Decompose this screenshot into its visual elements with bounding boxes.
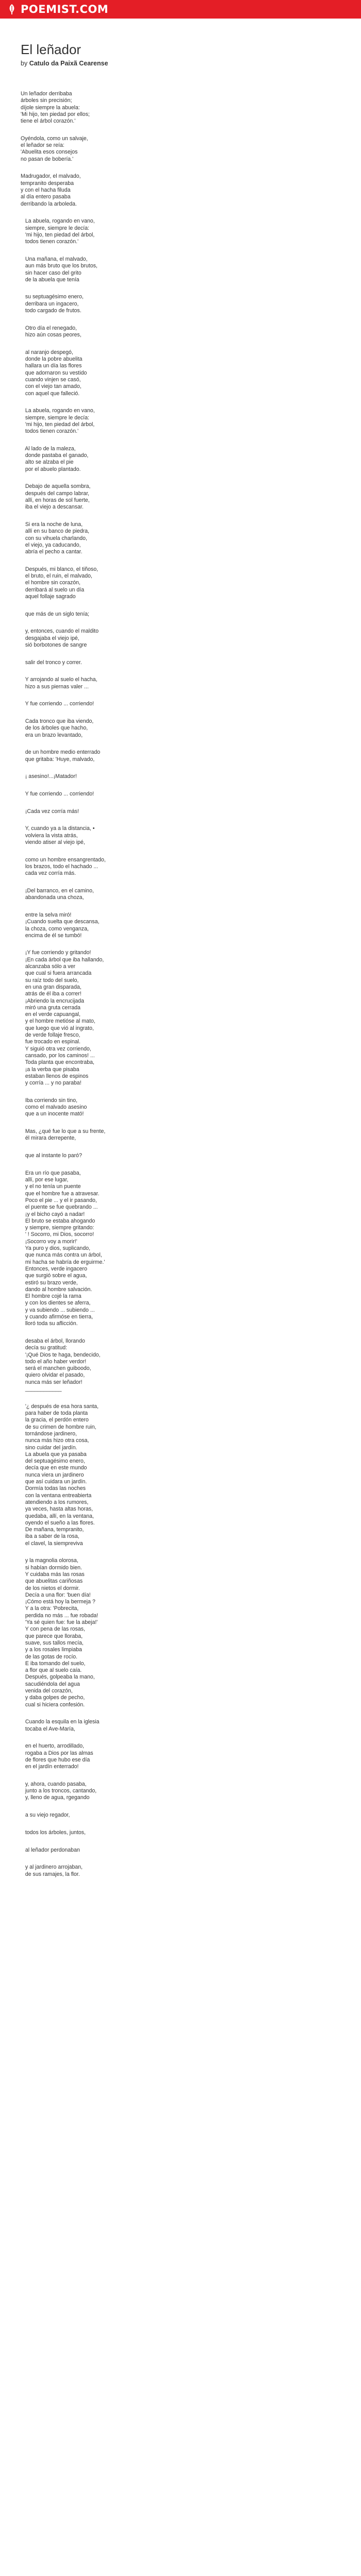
poem-line: todo el año haber verdor! bbox=[21, 1358, 87, 1365]
poem-stanza bbox=[21, 349, 340, 397]
poem-line: salir del tronco y correr. bbox=[21, 659, 82, 666]
poem-line: alto se alzaba el pie bbox=[21, 459, 74, 466]
poem-line: ' ! Socorro, mi Dios, socorro! bbox=[21, 1231, 94, 1238]
poem-stanza bbox=[21, 1781, 340, 1802]
poem-line: y la magnolia olorosa, bbox=[21, 1557, 78, 1564]
poem-line: con aquel que falleció. bbox=[21, 390, 80, 397]
poem-line: para haber de toda planta bbox=[21, 1410, 88, 1417]
poem-line: del septuagésimo enero, bbox=[21, 1458, 85, 1465]
poem-stanza bbox=[21, 825, 340, 846]
poem-line: quiero olvidar el pasado, bbox=[21, 1372, 85, 1379]
poem-line: todos tienen corazón.' bbox=[21, 239, 79, 245]
poem-line: E iba tomando del suelo, bbox=[21, 1660, 86, 1667]
poem-line: ¡En cada árbol que iba hallando, bbox=[21, 956, 104, 963]
poem-line: y, entonces, cuando el maldito bbox=[21, 628, 99, 635]
poem-stanza bbox=[21, 676, 340, 690]
poem-line: y el no tenía un puente bbox=[21, 1183, 81, 1190]
poem-line: Decía a una flor: 'buen día! bbox=[21, 1591, 91, 1598]
poem-stanza bbox=[21, 1847, 340, 1854]
poem-line: junto a los troncos, cantando, bbox=[21, 1788, 97, 1794]
poem-line: tiene el árbol corazón.' bbox=[21, 118, 76, 125]
poem-line: de un hombre medio enterrado bbox=[21, 749, 101, 756]
poem-line: abandonada una choza, bbox=[21, 894, 84, 901]
poem-line: sino cuidar del jardín. bbox=[21, 1444, 77, 1451]
poem-line: al leñador perdonaban bbox=[21, 1846, 80, 1853]
poem-line: ¡Cada vez corría más! bbox=[21, 808, 79, 815]
poem-line: Iba corriendo sin tino, bbox=[21, 1097, 78, 1104]
quill-pen-icon bbox=[7, 4, 17, 15]
poem-line: de los árboles que hacho, bbox=[21, 725, 88, 732]
poem-stanza bbox=[21, 912, 340, 939]
poem-line: dando al hombre salvación. bbox=[21, 1286, 92, 1293]
poem-line: y siempre, siempre gritando: bbox=[21, 1225, 94, 1231]
poem-line: cuando vinjen se casó, bbox=[21, 376, 81, 383]
poem-line: 'mi hijo, ten piedad del árbol, bbox=[21, 421, 95, 428]
poem-line: Era un río que pasaba, bbox=[21, 1170, 81, 1176]
poem-stanza bbox=[21, 483, 340, 511]
poem-line: ¡a la verba que pisaba bbox=[21, 1066, 79, 1073]
poem-stanza bbox=[21, 791, 340, 798]
poem-line: cada vez corría más. bbox=[21, 870, 76, 877]
poem-line: hizo a sus piernas valer ... bbox=[21, 683, 89, 690]
poem-line: a su viejo regador, bbox=[21, 1812, 70, 1819]
poem-line: como el malvado asesino bbox=[21, 1104, 87, 1111]
poem-stanza bbox=[21, 173, 340, 207]
poem-line: lloró toda su aflicción. bbox=[21, 1320, 78, 1327]
poem-line: Y fue corriendo ... corriendo! bbox=[21, 701, 94, 707]
poem-line: allí, en horas de sol fuerte, bbox=[21, 497, 90, 503]
poem-stanza bbox=[21, 1864, 340, 1878]
author-name[interactable]: Catulo da Paixã Cearense bbox=[29, 60, 108, 67]
poem-line: que nunca más contra un árbol, bbox=[21, 1252, 102, 1259]
poem-line: volviera la vista atrás, bbox=[21, 832, 78, 839]
poem-line: 'mi hijo, ten piedad del árbol, bbox=[21, 231, 95, 238]
poem-line: suave, sus tallos mecía, bbox=[21, 1639, 84, 1646]
poem-line: Y, cuando ya a la distancia, • bbox=[21, 825, 95, 832]
byline bbox=[21, 59, 340, 68]
poem-line: Poco el pie ... y el ir pasando, bbox=[21, 1197, 97, 1204]
poem-line: rogaba a Dios por las almas bbox=[21, 1750, 93, 1756]
poem-line: si habían dormido bien. bbox=[21, 1564, 82, 1571]
poem-stanza bbox=[21, 888, 340, 902]
poem-line: que adornaron su vestido bbox=[21, 369, 87, 376]
poem-line: nunca más ser leñador! bbox=[21, 1379, 83, 1385]
poem-line: El hombre cojé la rama bbox=[21, 1293, 81, 1300]
poem-stanza bbox=[21, 659, 340, 666]
poem-line: ____________ bbox=[21, 1386, 62, 1393]
poem-line: Si era la noche de luna, bbox=[21, 521, 83, 528]
poem-line: ¡Cuando suelta que descansa, bbox=[21, 919, 100, 925]
poem-stanza bbox=[21, 808, 340, 815]
poem-stanza bbox=[21, 628, 340, 649]
poem-line: nunca más hizo otra cosa, bbox=[21, 1437, 89, 1444]
site-logo[interactable] bbox=[7, 3, 108, 15]
poem-line: quedaba, allí, en la ventana, bbox=[21, 1513, 94, 1519]
poem-line: donde la pobre abuelita bbox=[21, 356, 83, 363]
poem-line: Oyéndola, como un salvaje, bbox=[21, 135, 88, 142]
poem-stanza bbox=[21, 91, 340, 125]
poem-line: decía su gratitud: bbox=[21, 1345, 68, 1351]
poem-line: Y siguió otra vez corriendo, bbox=[21, 1045, 91, 1052]
poem-line: y corría ... y no paraba! bbox=[21, 1080, 81, 1087]
poem-line: de las gotas de rocío. bbox=[21, 1653, 78, 1660]
poem-line: Después, mi blanco, el tiñoso, bbox=[21, 566, 99, 572]
poem-line: derribando la arboleda. bbox=[21, 200, 77, 207]
poem-line: abría el pecho a cantar. bbox=[21, 549, 83, 555]
poem-line: iba el viejo a descansar. bbox=[21, 504, 84, 511]
poem-stanza bbox=[21, 857, 340, 877]
poem-line: Entonces, verde ingacero bbox=[21, 1265, 87, 1272]
poem-line: '¿ después de esa hora santa, bbox=[21, 1403, 99, 1410]
poem-line: era un brazo levantado, bbox=[21, 732, 83, 738]
poem-line: el clavel, la siempreviva bbox=[21, 1540, 83, 1547]
poem-line: alcanzaba sólo a ver bbox=[21, 963, 75, 970]
poem-line: ¡Del barranco, en el camino, bbox=[21, 887, 94, 894]
poem-line: su septuagésimo enero, bbox=[21, 294, 84, 300]
poem-line: Debajo de aquella sombra, bbox=[21, 483, 91, 490]
poem-line: derribará al suelo un día bbox=[21, 586, 85, 593]
poem-stanza bbox=[21, 773, 340, 780]
poem-line: él mirara derrepente, bbox=[21, 1135, 76, 1142]
poem-line: La abuela, rogando en vano, bbox=[21, 408, 95, 414]
poem-line: Madrugador, el malvado, bbox=[21, 173, 81, 180]
poem-line: el viejo, ya caducando, bbox=[21, 541, 81, 548]
poem-line: que parece que lloraba, bbox=[21, 1633, 83, 1639]
poem-line: desgajaba el viejo ipé, bbox=[21, 635, 79, 641]
poem-line: y daba golpes de pecho, bbox=[21, 1694, 85, 1701]
poem-title: El leñador bbox=[21, 42, 81, 57]
poem-line: Y con pena de las rosas, bbox=[21, 1626, 86, 1633]
poem-line: 'Mi hijo, ten piedad por ellos; bbox=[21, 111, 90, 117]
poem-line: desaba el árbol, llorando bbox=[21, 1337, 85, 1344]
poem-line: Después, golpeaba la mano, bbox=[21, 1674, 95, 1681]
poem-line: que a un inocente mató! bbox=[21, 1111, 84, 1117]
poem-line: que surgió sobre el agua, bbox=[21, 1273, 87, 1279]
poem-line: ya veces, hasta altas horas, bbox=[21, 1506, 93, 1513]
poem-line: Y fue corriendo ... corriendo! bbox=[21, 790, 94, 797]
poem-stanza bbox=[21, 701, 340, 707]
poem-line: miró una gruta cerrada bbox=[21, 1004, 80, 1011]
poem-line: cansado, por los caminos! ... bbox=[21, 1052, 95, 1059]
poem-line: sin hacer caso del grito bbox=[21, 269, 81, 276]
poem-line: todos los árboles, juntos, bbox=[21, 1829, 86, 1836]
poem-line: que el hombre fue a atravesar. bbox=[21, 1190, 100, 1197]
poem-line: Un leñador derribaba bbox=[21, 91, 72, 97]
poem-line: siempre, siempre le decía: bbox=[21, 414, 90, 421]
poem-line: encima de él se tumbó! bbox=[21, 932, 82, 939]
poem-stanza bbox=[21, 749, 340, 763]
poem-line: Y a la otra: 'Pobrecita, bbox=[21, 1605, 79, 1612]
poem-line: viendo atiser al viejo ipé, bbox=[21, 839, 85, 845]
poem-line: a flor que al suelo caía. bbox=[21, 1667, 82, 1674]
poem-line: aun más bruto que los brutos, bbox=[21, 263, 97, 269]
poem-line: de verde follaje fresco, bbox=[21, 1032, 80, 1039]
poem-stanza bbox=[21, 950, 340, 1087]
poem-stanza bbox=[21, 1719, 340, 1733]
poem-stanza bbox=[21, 718, 340, 739]
poem-line: oyendo el sueño a las flores. bbox=[21, 1519, 95, 1526]
poem-line: los brazos, todo el hachado ... bbox=[21, 863, 99, 870]
site-logo-text: POEMIST.COM bbox=[21, 3, 109, 15]
poem-line: Una mañana, el malvado, bbox=[21, 256, 88, 262]
poem-line: su raíz todo del suelo, bbox=[21, 977, 79, 984]
poem-line: después del campo labrar, bbox=[21, 490, 90, 497]
poem-line: y, ahora, cuando pasaba, bbox=[21, 1781, 87, 1787]
poem-line: Ya puro y dios, suplicando, bbox=[21, 1245, 91, 1252]
poem-stanza bbox=[21, 256, 340, 283]
poem-line: con la ventana entreabierta bbox=[21, 1492, 92, 1499]
poem-line: siempre, siempre le decía: bbox=[21, 225, 90, 231]
poem-line: con el viejo tan amado, bbox=[21, 383, 81, 390]
poem-line: de los nietos el dormir. bbox=[21, 1585, 80, 1591]
poem-line: en una gran disparada, bbox=[21, 984, 81, 990]
poem-line: atrás de él iba a correr! bbox=[21, 991, 81, 997]
poem-line: Otro día el renegado, bbox=[21, 325, 77, 331]
poem-line: Y arrojando al suelo el hacha, bbox=[21, 676, 97, 683]
poem-line: estiró su brazo verde, bbox=[21, 1279, 78, 1286]
poem-line: Mas, ¿qué fue lo que a su frente, bbox=[21, 1128, 106, 1135]
poem-stanza bbox=[21, 408, 340, 435]
poem-line: Cuando la esquila en la iglesia bbox=[21, 1719, 100, 1725]
poem-line: que gritaba: 'Huye, malvado, bbox=[21, 756, 95, 762]
poem-body bbox=[21, 91, 340, 1878]
poem-line: la gracia, el perdón entero bbox=[21, 1417, 89, 1423]
poem-line: que al instante lo paró? bbox=[21, 1153, 82, 1159]
poem-line: al naranjo despegó, bbox=[21, 349, 73, 355]
poem-line: en el huerto, arrodillado, bbox=[21, 1743, 85, 1750]
poem-line: y a los rosales limpiaba bbox=[21, 1647, 82, 1653]
poem-line: que abuelitas cariñosas bbox=[21, 1578, 83, 1585]
poem-line: La abuela, rogando en vano, bbox=[21, 218, 95, 225]
poem-line: sió borbotones de sangre bbox=[21, 641, 87, 648]
poem-line: venida del corazón, bbox=[21, 1688, 73, 1694]
poem-stanza bbox=[21, 566, 340, 600]
poem-line: Toda planta que encontraba, bbox=[21, 1059, 94, 1066]
poem-line: Y cuidaba más las rosas bbox=[21, 1571, 85, 1578]
poem-line: allí en su banco de piedra, bbox=[21, 528, 90, 535]
poem-stanza bbox=[21, 135, 340, 163]
poem-line: que cual si fuera arrancada bbox=[21, 970, 92, 977]
poem-line: el bruto, el ruin, el malvado, bbox=[21, 573, 92, 580]
poem-line: cual si hiciera confesión. bbox=[21, 1701, 85, 1708]
poem-line: de la abuela que tenía bbox=[21, 276, 79, 283]
poem-line: derribara un ingacero, bbox=[21, 300, 79, 307]
poem-line: y el hombre metióse al mato, bbox=[21, 1018, 95, 1025]
poem-line: atendiendo a los rumores, bbox=[21, 1499, 89, 1505]
poem-line: fue trocado en espinal. bbox=[21, 1039, 81, 1045]
poem-line: El bruto se estaba ahogando bbox=[21, 1217, 95, 1224]
poem-line: '¡Qué Dios te haga, bendecido, bbox=[21, 1351, 101, 1358]
poem-stanza bbox=[21, 521, 340, 555]
poem-line: sacudiéndola del agua bbox=[21, 1681, 80, 1687]
poem-stanza bbox=[21, 1829, 340, 1836]
poem-line: y con los dientes se aferra, bbox=[21, 1300, 91, 1307]
poem-line: ¡Abriendo la encrucijada bbox=[21, 997, 85, 1004]
poem-line: perdida no más ... fue robada! bbox=[21, 1612, 99, 1619]
poem-stanza bbox=[21, 1812, 340, 1819]
poem-stanza bbox=[21, 294, 340, 314]
poem-line: iba a saber de la rosa, bbox=[21, 1533, 79, 1540]
poem-line: y cuando afirmóse en tierra, bbox=[21, 1314, 93, 1320]
poem-line: nunca viera un jardinero bbox=[21, 1471, 84, 1478]
poem-line: decía que en este mundo bbox=[21, 1465, 87, 1471]
poem-line: tornándose jardinero, bbox=[21, 1430, 77, 1437]
poem-line: la choza, como venganza, bbox=[21, 925, 89, 932]
poem-line: y va subiendo ... subiendo ... bbox=[21, 1307, 95, 1313]
poem-line: tempranito desperaba bbox=[21, 180, 74, 187]
poem-stanza bbox=[21, 1153, 340, 1159]
poem-article bbox=[21, 41, 340, 1888]
poem-line: que luego que vió al ingrato, bbox=[21, 1025, 94, 1031]
poem-stanza bbox=[21, 1557, 340, 1708]
poem-line: aquel follaje sagrado bbox=[21, 594, 76, 600]
poem-line: de su crimen de hombre ruin, bbox=[21, 1423, 96, 1430]
poem-stanza bbox=[21, 1743, 340, 1770]
poem-line: hallara un día las flores bbox=[21, 363, 82, 369]
poem-stanza bbox=[21, 1097, 340, 1118]
poem-line: allí, por ese lugar, bbox=[21, 1177, 69, 1183]
poem-line: no pasan de bobería.' bbox=[21, 156, 74, 162]
poem-line: entre la selva miró! bbox=[21, 911, 72, 918]
poem-line: de flores que hubo ese día bbox=[21, 1756, 90, 1763]
poem-line: 'Ya sé quien fue: fue la abeja!' bbox=[21, 1619, 98, 1626]
poem-line: como un hombre ensangrentado, bbox=[21, 856, 106, 863]
poem-line: el puente se fue quebrando ... bbox=[21, 1204, 98, 1211]
poem-line: en el verde capuangal, bbox=[21, 1011, 81, 1018]
poem-line: ¡ asesino!...¡Matador! bbox=[21, 773, 77, 780]
poem-line: hizo aún cosas peores, bbox=[21, 332, 81, 338]
poem-stanza bbox=[21, 1338, 340, 1393]
poem-line: tocaba el Ave-María, bbox=[21, 1725, 75, 1732]
poem-line: que más de un siglo tenía; bbox=[21, 611, 90, 617]
poem-line: de sus ramajes, la flor. bbox=[21, 1871, 80, 1877]
poem-line: De mañana, tempranito, bbox=[21, 1527, 84, 1533]
poem-line: que así cuidara un jardín. bbox=[21, 1479, 87, 1485]
poem-line: en el jardín enterrado! bbox=[21, 1764, 79, 1770]
by-label: by bbox=[21, 60, 28, 67]
top-bar bbox=[0, 0, 361, 19]
poem-line: con su vihuela charlando, bbox=[21, 535, 87, 541]
poem-stanza bbox=[21, 218, 340, 245]
poem-line: 'Abuelita esos consejos bbox=[21, 149, 78, 156]
poem-line: el hombre sin corazón, bbox=[21, 580, 80, 586]
poem-stanza bbox=[21, 611, 340, 618]
poem-line: todo cargado de frutos. bbox=[21, 308, 81, 314]
poem-line: díjole siempre la abuela: bbox=[21, 104, 80, 111]
poem-line: y, lleno de agua, rgegando bbox=[21, 1794, 90, 1801]
poem-line: al día entero pasaba bbox=[21, 194, 71, 200]
poem-stanza bbox=[21, 446, 340, 473]
poem-line: árboles sin precisión; bbox=[21, 97, 72, 104]
poem-line: ¡Socorro voy a morir!' bbox=[21, 1238, 77, 1245]
poem-line: mi hacha se habría de erguirme.' bbox=[21, 1259, 105, 1265]
poem-line: ¡Cómo está hoy la bermeja ? bbox=[21, 1599, 95, 1605]
poem-line: y al jardinero arrojaban, bbox=[21, 1864, 83, 1871]
poem-stanza bbox=[21, 325, 340, 339]
poem-line: ¡y el bicho cayó a nadar! bbox=[21, 1211, 85, 1217]
poem-stanza bbox=[21, 1128, 340, 1142]
poem-stanza bbox=[21, 1170, 340, 1328]
poem-line: el leñador se reía: bbox=[21, 142, 64, 149]
poem-line: Dormía todas las noches bbox=[21, 1485, 86, 1492]
poem-stanza bbox=[21, 1403, 340, 1547]
poem-line: todos tienen corazón.' bbox=[21, 428, 79, 435]
poem-line: Al lado de la maleza, bbox=[21, 445, 76, 452]
poem-line: por el abuelo plantado. bbox=[21, 466, 81, 472]
poem-line: será el manchen guiboodo, bbox=[21, 1365, 91, 1372]
poem-line: ¡Y fue corriendo y gritando! bbox=[21, 950, 91, 956]
poem-line: estaban llenos de espinos bbox=[21, 1073, 89, 1079]
poem-line: donde pastaba el ganado, bbox=[21, 452, 89, 459]
poem-line: y con el hacha filuda bbox=[21, 187, 71, 194]
poem-line: La abuela que ya pasaba bbox=[21, 1451, 87, 1458]
poem-line: Cada tronco que iba viendo, bbox=[21, 718, 94, 725]
